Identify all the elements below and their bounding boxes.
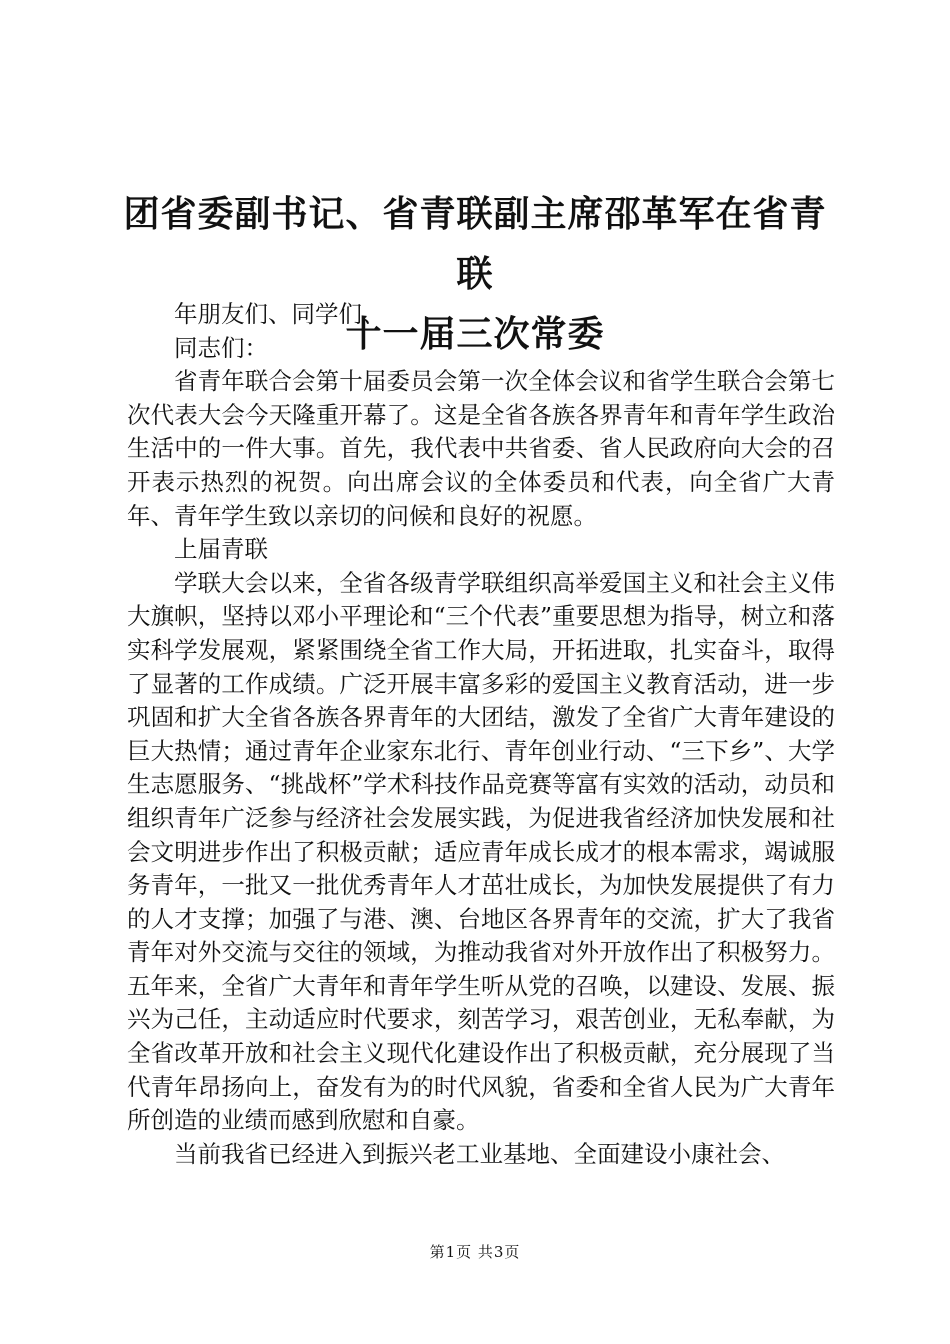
title-line-1: 团省委副书记、省青联副主席邵革军在省青联: [123, 194, 827, 295]
page-number-footer: 第1页 共3页: [429, 1243, 521, 1261]
salutation-line-2: 同志们：: [174, 333, 268, 362]
body-paragraph: 省青年联合会第十届委员会第一次全体会议和省学生联合会第七次代表大会今天隆重开幕了。这是全省各族各界青年和青年学生政治生活中的一件大事。首先，我代表中共省委、省人民政府向大会的召开表示热烈的祝贺。向出席会议的全体委员和代表，向全省广大青年、青年学生致以亲切的问候和良好的祝愿。: [127, 367, 835, 530]
salutation-line-1: 年朋友们、同学们、: [174, 300, 386, 328]
document-body: [127, 298, 835, 1171]
body-paragraph: 上届青联: [174, 535, 268, 564]
title-line-2: 十一届三次常委: [345, 314, 605, 355]
body-paragraph: 当前我省已经进入到振兴老工业基地、全面建设小康社会、: [174, 1139, 785, 1168]
body-paragraph: 学联大会以来，全省各级青学联组织高举爱国主义和社会主义伟大旗帜，坚持以邓小平理论和“三个代表”重要思想为指导，树立和落实科学发展观，紧紧围绕全省工作大局，开拓进取，扎实奋斗，取得了显著的工作成绩。广泛开展丰富多彩的爱国主义教育活动，进一步巩固和扩大全省各族各界青年的大团结，激发了全省广大青年建设的巨大热情；通过青年企业家东北行、青年创业行动、“三下乡”、大学生志愿服务、“挑战杯”学术科技作品竞赛等富有实效的活动，动员和组织青年广泛参与经济社会发展实践，为促进我省经济加快发展和社会文明进步作出了积极贡献；适应青年成长成才的根本需求，竭诚服务青年，一批又一批优秀青年人才茁壮成长，为加快发展提供了有力的人才支撑；加强了与港、澳、台地区各界青年的交流，扩大了我省青年对外交流与交往的领域，为推动我省对外开放作出了积极努力。五年来，全省广大青年和青年学生听从党的召唤，以建设、发展、振兴为己任，主动适应时代要求，刻苦学习，艰苦创业，无私奉献，为全省改革开放和社会主义现代化建设作出了积极贡献，充分展现了当代青年昂扬向上，奋发有为的时代风貌，省委和全省人民为广大青年所创造的业绩而感到欣慰和自豪。: [127, 568, 835, 1135]
